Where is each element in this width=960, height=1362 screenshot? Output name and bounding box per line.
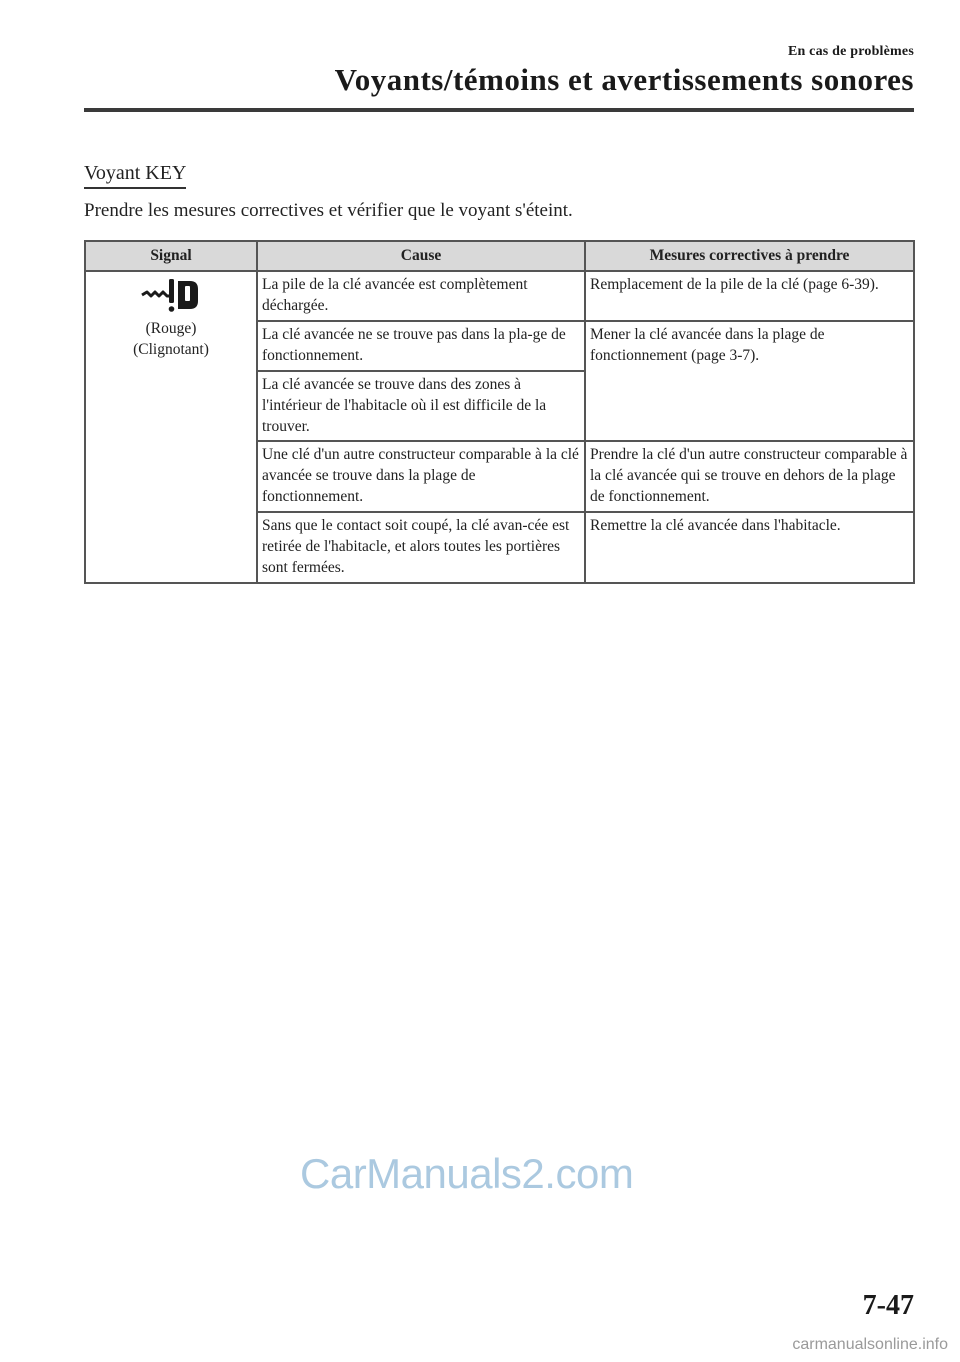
page-number: 7-47 (862, 1290, 914, 1321)
signal-state-label: (Clignotant) (133, 340, 209, 358)
table-header-row (85, 241, 914, 271)
section-title: En cas de problèmes (787, 44, 914, 59)
signal-color-label: (Rouge) (145, 320, 197, 337)
cause-cell: Une clé d'un autre constructeur comparable à la clé avancée se trouve dans la plage de fonctionnement. (257, 441, 585, 512)
intro-text: Prendre les mesures correctives et vérifier que le voyant s'éteint. (84, 200, 573, 221)
key-warning-icon (140, 275, 202, 315)
signal-cell (85, 271, 257, 583)
watermark: CarManuals2.com (300, 1150, 634, 1197)
action-cell: Mener la clé avancée dans la plage de fonctionnement (page 3-7). (585, 321, 914, 442)
action-cell: Remplacement de la pile de la clé (page 6-39). (585, 271, 914, 321)
cause-cell: La clé avancée se trouve dans des zones à l'intérieur de l'habitacle où il est difficile de la trouver. (257, 371, 585, 442)
chapter-title: Voyants/témoins et avertissements sonores (334, 62, 914, 97)
action-cell: Remettre la clé avancée dans l'habitacle. (585, 512, 914, 583)
footer-site-label: carmanualsonline.info (792, 1336, 948, 1353)
header-rule (84, 108, 914, 112)
header-cause: Cause (257, 241, 585, 271)
cause-cell: La pile de la clé avancée est complètement déchargée. (257, 271, 585, 321)
action-cell: Prendre la clé d'un autre constructeur comparable à la clé avancée qui se trouve en dehors de la plage de fonctionnement. (585, 441, 914, 512)
table-row (85, 271, 914, 321)
cause-cell: Sans que le contact soit coupé, la clé avan-cée est retirée de l'habitacle, et alors toutes les portières sont fermées. (257, 512, 585, 583)
cause-cell: La clé avancée ne se trouve pas dans la pla-ge de fonctionnement. (257, 321, 585, 371)
section-heading: Voyant KEY (84, 162, 186, 189)
warning-table (84, 240, 915, 584)
header-signal: Signal (85, 241, 257, 271)
header-action: Mesures correctives à prendre (585, 241, 914, 271)
